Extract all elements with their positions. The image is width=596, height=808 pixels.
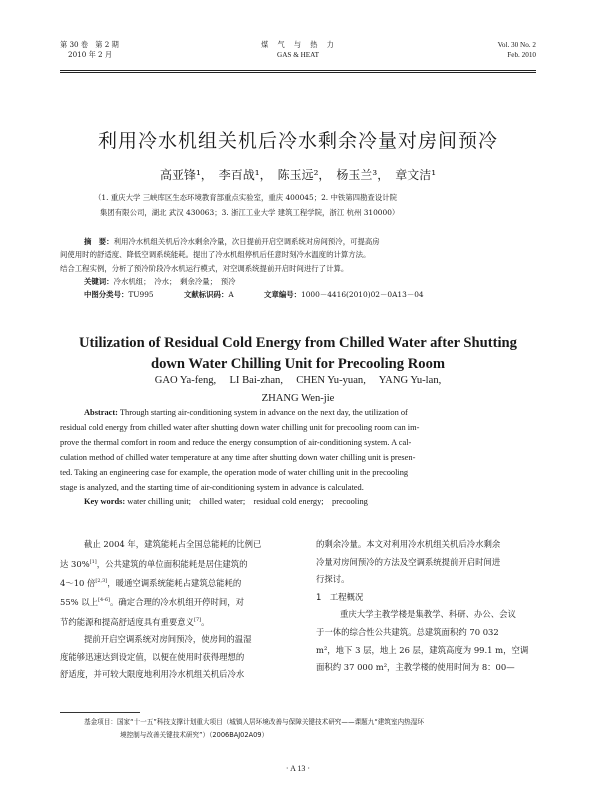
header-date-en: Feb. 2010 xyxy=(507,51,536,59)
funding-footnote xyxy=(84,716,544,742)
section-heading: 1 工程概况 xyxy=(316,591,364,602)
keywords: 冷水机组； 冷水； 剩余冷量； 预冷 xyxy=(113,276,236,286)
header-journal-en: GAS & HEAT xyxy=(277,51,319,59)
header-volume-en: Vol. 30 No. 2 xyxy=(497,41,536,49)
chinese-affiliation xyxy=(94,190,514,220)
abstract-label: 摘 要： xyxy=(84,237,114,246)
citation: [2,3] xyxy=(95,577,108,584)
english-title-line: down Water Chilling Unit for Precooling Room xyxy=(150,356,446,372)
article-no-label: 文章编号： xyxy=(264,290,302,300)
header-date-cn: 2010 年 2 月 xyxy=(68,50,113,59)
abstract-label: Abstract: xyxy=(84,408,118,417)
doc-code-value: A xyxy=(228,290,234,300)
header-journal-cn: 煤 气 与 热 力 xyxy=(261,40,335,49)
body-line: 度能够迅速达到设定值，以便在使用时获得理想的 xyxy=(60,651,245,662)
citation: [4-6] xyxy=(98,597,110,604)
clc-label: 中图分类号： xyxy=(84,290,129,300)
body-line: 冷量对房间预冷的方法及空调系统提前开启时间进 xyxy=(316,556,501,567)
body-line: m²，地下 3 层，地上 26 层，建筑高度为 99.1 m，空调 xyxy=(316,644,529,655)
body-line: 截止 2004 年，建筑能耗占全国总能耗的比例已 xyxy=(84,539,262,549)
chinese-title: 利用冷水机组关机后冷水剩余冷量对房间预冷 xyxy=(97,130,498,152)
abstract-line: stage is analyzed, and the starting time of air-conditioning system in advance is calculated. xyxy=(60,482,364,492)
body-line: 面积约 37 000 m²，主教学楼的使用时间为 8：00— xyxy=(316,662,515,673)
header-rule xyxy=(60,70,536,71)
keywords-line xyxy=(60,275,536,288)
citation: [1] xyxy=(89,558,97,565)
body-line: 达 30%[1]，公共建筑的单位面积能耗是居住建筑的 xyxy=(60,558,248,569)
affiliation-line: （1. 重庆大学 三峡库区生态环境教育部重点实验室，重庆 400045；2. 中铁第四勘查设计院 xyxy=(94,193,397,202)
abstract-line: Abstract: Through starting air-conditioning system in advance on the next day, the utilization of xyxy=(84,408,408,417)
header-rule-thin xyxy=(60,72,536,73)
abstract-line: 摘 要：利用冷水机组关机后冷水剩余冷量，次日提前开启空调系统对房间预冷，可提高房 xyxy=(84,237,380,246)
abstract-line: 间使用时的舒适度、降低空调系统能耗。提出了冷水机组停机后任意时刻冷水温度的计算方法。 xyxy=(60,250,371,260)
article-no-value: 1000－4416(2010)02－0A13－04 xyxy=(301,290,424,300)
body-column-right xyxy=(316,536,536,677)
clc-value: TU995 xyxy=(128,290,154,300)
citation: [7] xyxy=(194,616,202,623)
abstract-line: culation method of chilled water temperature at any time after shutting down water chilling unit is presen- xyxy=(60,452,416,462)
english-abstract xyxy=(60,406,536,510)
keywords-label: Key words: xyxy=(84,497,126,507)
header-center xyxy=(60,40,536,60)
body-line: 舒适度，并可较大限度地利用冷水机组关机后冷水 xyxy=(60,669,245,680)
running-header xyxy=(60,40,536,72)
body-line: 55% 以上[4-6]。确定合理的冷水机组开停时间，对 xyxy=(60,597,244,608)
affiliation-line: 集团有限公司，湖北 武汉 430063；3. 浙江工业大学 建筑工程学院，浙江 杭州 310000） xyxy=(100,208,400,217)
body-line: 节约能源和提高舒适度具有重要意义[7]。 xyxy=(60,616,210,627)
english-authors xyxy=(0,372,596,408)
body-line: 于一体的综合性公共建筑。总建筑面积约 70 032 xyxy=(316,626,499,637)
abstract-line: 结合工程实例，分析了预冷阶段冷水机运行模式，对空调系统提前开启时间进行了计算。 xyxy=(60,263,349,273)
keywords: water chilling unit; chilled water; residual cold energy; precooling xyxy=(125,497,368,507)
footnote-line: 基金项目：国家“十一五”科技支撑计划重大项目（城镇人居环境改善与保障关键技术研究——课题九“建筑室内热湿环 xyxy=(84,718,424,726)
doc-code-label: 文献标识码： xyxy=(183,290,229,300)
footnote-line: 境控制与改善关键技术研究”）（2006BAJ02A09） xyxy=(120,731,269,739)
body-line: 行探讨。 xyxy=(316,574,350,585)
body-line: 的剩余冷量。本文对利用冷水机组关机后冷水剩余 xyxy=(316,539,501,549)
chinese-abstract xyxy=(60,235,536,301)
header-volume-cn: 第 30 卷 第 2 期 xyxy=(60,40,119,49)
english-authors-line: ZHANG Wen-jie xyxy=(261,393,335,404)
page-number: · A 13 · xyxy=(285,764,311,773)
classification-line xyxy=(60,288,536,301)
abstract-line: ted. Taking an engineering case for example, the operation mode of water chilling unit in the precooling xyxy=(60,467,409,477)
chinese-authors: 高亚锋¹， 李百战¹， 陈玉远²， 杨玉兰³， 章文洁¹ xyxy=(159,168,437,182)
english-title xyxy=(60,333,536,375)
body-line: 提前开启空调系统对房间预冷，使房间的温湿 xyxy=(84,634,252,645)
abstract-line: residual cold energy from chilled water after shutting down water chilling unit for precooling room can im- xyxy=(60,422,420,432)
footnote-rule xyxy=(60,712,140,713)
abstract-line: prove the thermal comfort in room and reduce the energy consumption of air-conditioning system. A cal- xyxy=(60,437,412,447)
body-line: 4～10 倍[2,3]，暖通空调系统能耗占建筑总能耗的 xyxy=(60,577,242,588)
keywords-label: 关键词： xyxy=(84,276,114,286)
english-authors-line: GAO Ya-feng, LI Bai-zhan, CHEN Yu-yuan, YANG Yu-lan, xyxy=(154,375,442,386)
header-right xyxy=(498,40,536,60)
english-title-line: Utilization of Residual Cold Energy from Chilled Water after Shutting xyxy=(79,335,517,351)
keywords-line xyxy=(60,495,536,510)
body-column-left xyxy=(60,536,280,684)
body-line: 重庆大学主教学楼是集教学、科研、办公、会议 xyxy=(340,609,516,620)
